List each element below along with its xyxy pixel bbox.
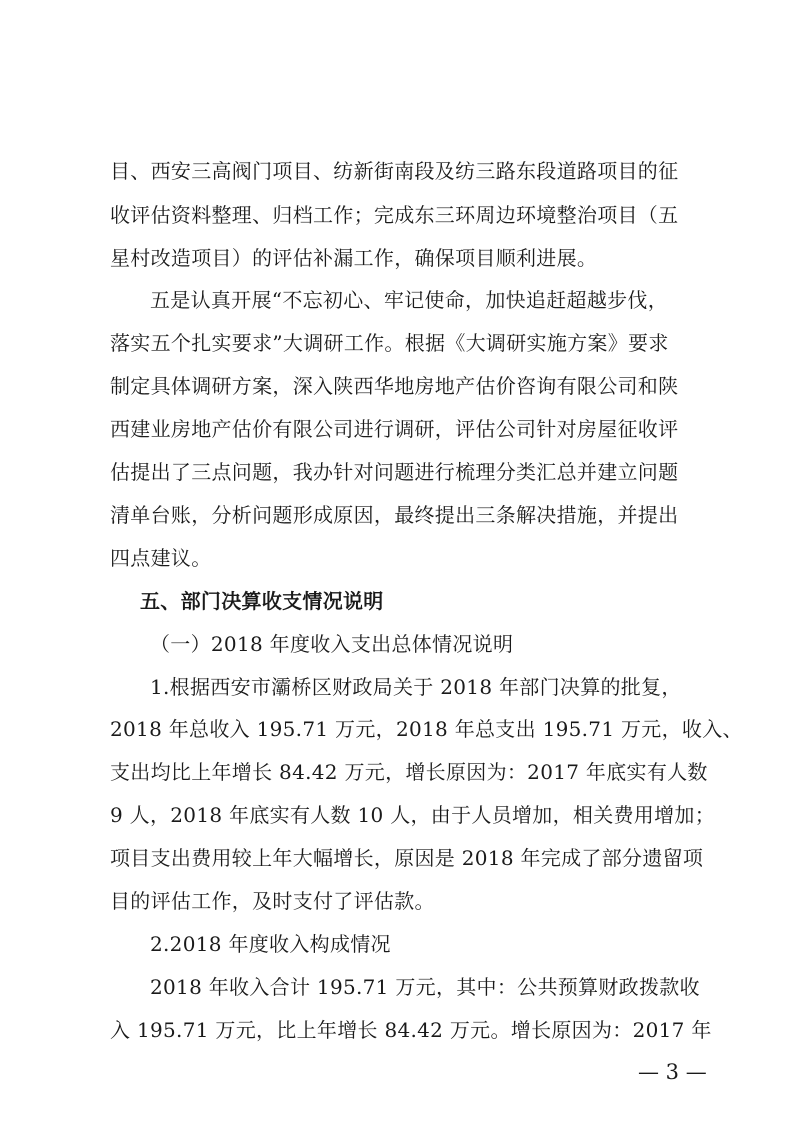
body-line: 入 195.71 万元，比上年增长 84.42 万元。增长原因为：2017 年 (110, 1018, 712, 1042)
body-line: 落实五个扎实要求”大调研工作。根据《大调研实施方案》要求 (110, 331, 669, 355)
body-line: 9 人，2018 年底实有人数 10 人，由于人员增加，相关费用增加； (110, 803, 716, 827)
body-line: 收评估资料整理、归档工作；完成东三环周边环境整治项目（五 (110, 203, 679, 227)
body-line: 支出均比上年增长 84.42 万元，增长原因为：2017 年底实有人数 (110, 760, 708, 784)
body-line: 2018 年总收入 195.71 万元，2018 年总支出 195.71 万元，收入、 (110, 717, 743, 741)
body-line: 项目支出费用较上年大幅增长，原因是 2018 年完成了部分遗留项 (110, 846, 704, 870)
subsection-heading: （一）2018 年度收入支出总体情况说明 (150, 632, 514, 656)
body-line: 西建业房地产估价有限公司进行调研，评估公司针对房屋征收评 (110, 417, 679, 441)
body-line: 目的评估工作，及时支付了评估款。 (110, 889, 435, 913)
section-heading: 五、部门决算收支情况说明 (140, 589, 384, 613)
body-line: 估提出了三点问题，我办针对问题进行梳理分类汇总并建立问题 (110, 460, 679, 484)
body-line: 制定具体调研方案，深入陕西华地房地产估价咨询有限公司和陕 (110, 374, 679, 398)
body-line: 四点建议。 (110, 546, 212, 570)
body-line: 星村改造项目）的评估补漏工作，确保项目顺利进展。 (110, 246, 598, 270)
page-number: — 3 — (638, 1060, 707, 1084)
body-line: 清单台账，分析问题形成原因，最终提出三条解决措施，并提出 (110, 503, 679, 527)
subsection-heading: 2.2018 年度收入构成情况 (150, 932, 391, 956)
paragraph-first-line: 2018 年收入合计 195.71 万元，其中：公共预算财政拨款收 (150, 975, 700, 999)
body-line: 目、西安三高阀门项目、纺新街南段及纺三路东段道路项目的征 (110, 159, 679, 183)
paragraph-first-line: 五是认真开展“不忘初心、牢记使命，加快追赶超越步伐， (150, 288, 669, 312)
paragraph-first-line: 1.根据西安市灞桥区财政局关于 2018 年部门决算的批复， (150, 675, 682, 699)
